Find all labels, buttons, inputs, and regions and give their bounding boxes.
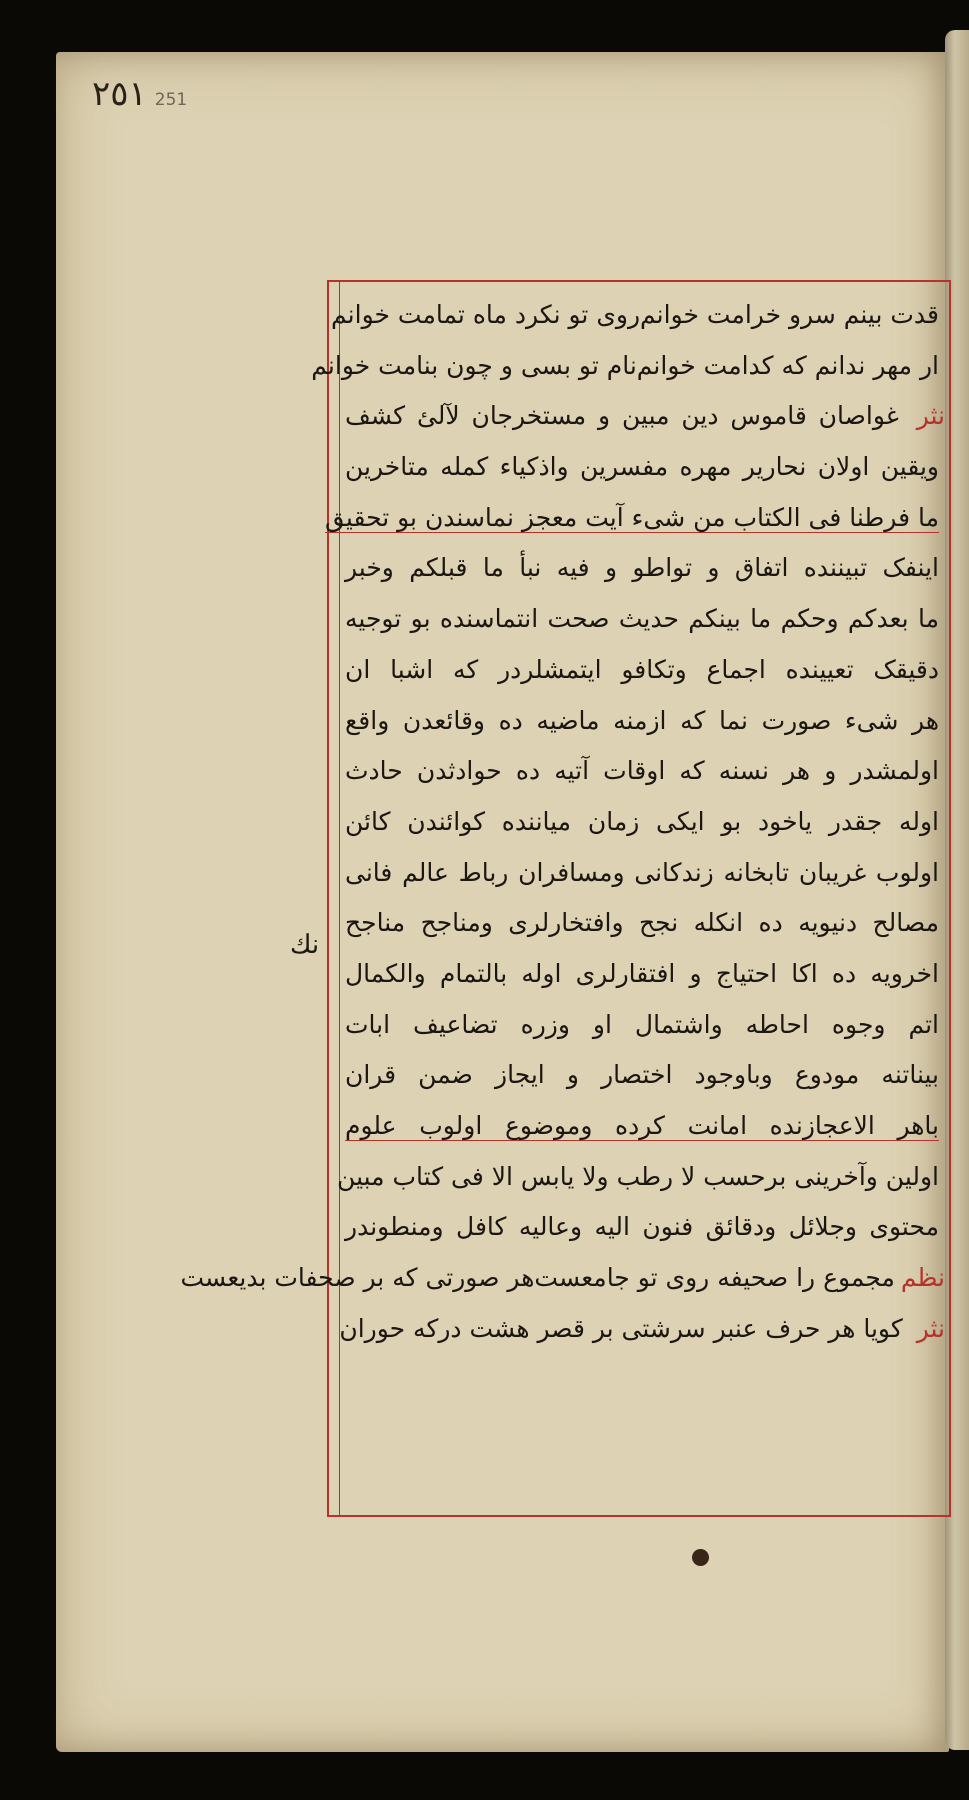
text-line xyxy=(345,746,945,797)
line-marker: نثر xyxy=(916,401,945,431)
text-line xyxy=(345,1000,945,1051)
text-line xyxy=(345,1101,945,1152)
line-text: کویا هر حرف عنبر سرشتی بر قصر هشت درکه حوران xyxy=(339,1313,903,1343)
hemistich: قدت بینم سرو خرامت خوانم xyxy=(640,300,939,329)
line-text: اولمشدر و هر نسنه که اوقات آتیه ده حوادثدن حادث xyxy=(345,756,939,786)
text-line xyxy=(339,1304,945,1355)
line-text: ویقین اولان نحاریر مهره مفسرین واذکیاء کمله متاخرین xyxy=(345,452,939,482)
line-text: مصالح دنیویه ده انکله نجح وافتخارلری ومناجح مناجح xyxy=(345,908,939,938)
line-text: ما بعدکم وحکم ما بینکم حدیث صحت انتماسنده بو توجیه xyxy=(345,604,939,634)
line-text: بیناتنه مودوع وباوجود اختصار و ایجاز ضمن قران xyxy=(345,1060,939,1090)
text-line xyxy=(345,543,945,594)
line-marker: نثر xyxy=(916,1313,945,1343)
hemistich: مجموع را صحیفه روی تو جامعست xyxy=(534,1263,895,1293)
text-line xyxy=(180,1253,945,1304)
line-text: محتوی وجلائل ودقائق فنون الیه وعالیه کافل ومنطوندر xyxy=(345,1212,939,1242)
text-line xyxy=(345,442,945,493)
line-text: باهر الاعجازنده امانت کرده وموضوع اولوب علوم xyxy=(345,1111,939,1140)
hemistich: ار مهر ندانم که کدامت خوانم xyxy=(636,350,939,380)
line-marker: نظم xyxy=(900,1263,945,1293)
text-line xyxy=(345,594,945,645)
line-text: غواصان قاموس دین مبین و مستخرجان لآلئ کشف xyxy=(345,401,899,431)
text-line xyxy=(345,645,945,696)
folio-number xyxy=(92,74,187,114)
text-line xyxy=(345,949,945,1000)
folio-ink-number: ٢٥١ xyxy=(92,74,147,114)
line-text: دقیقک تعیینده اجماع وتکافو ایتمشلردر که اشبا ان xyxy=(345,654,939,684)
margin-note: نك xyxy=(290,930,320,960)
text-line xyxy=(345,391,945,442)
text-line xyxy=(345,696,945,747)
line-text: اینفک تبیننده اتفاق و تواطو و فیه نبأ ما قبلکم وخبر xyxy=(345,553,939,583)
line-text: هر شیء صورت نما که ازمنه ماضیه ده وقائعدن واقع xyxy=(345,705,939,735)
text-line xyxy=(331,290,945,341)
line-text: اخرویه ده اکا احتیاج و افتقارلری اوله بالتمام والکمال xyxy=(345,958,939,988)
hemistich: روی تو نکرد ماه تمامت خوانم xyxy=(331,300,641,329)
line-text: اتم وجوه احاطه واشتمال او وزره تضاعیف ابات xyxy=(345,1009,939,1039)
text-line xyxy=(337,1152,945,1203)
folio-pencil-number: 251 xyxy=(154,90,188,110)
ink-dot xyxy=(692,1549,709,1566)
text-line xyxy=(311,341,945,392)
text-line xyxy=(345,1202,945,1253)
text-line xyxy=(345,848,945,899)
hemistich: هر صورتی که بر صحفات بدیعست xyxy=(180,1263,535,1293)
line-text: اوله جقدر یاخود بو ایکی زمان میاننده کوائندن کائن xyxy=(345,806,939,836)
hemistich: نام تو بسی و چون بنامت خوانم xyxy=(311,350,637,380)
text-line xyxy=(325,493,945,544)
line-text: ما فرطنا فی الکتاب من شیء آیت معجز نماسندن بو تحقیق xyxy=(325,502,939,532)
text-line xyxy=(345,797,945,848)
line-text: اولین وآخرینی برحسب لا رطب ولا یابس الا فی کتاب مبین xyxy=(337,1161,939,1191)
text-line xyxy=(345,898,945,949)
text-line xyxy=(345,1050,945,1101)
line-text: اولوب غریبان تابخانه زندکانی ومسافران رباط عالم فانی xyxy=(345,857,939,887)
